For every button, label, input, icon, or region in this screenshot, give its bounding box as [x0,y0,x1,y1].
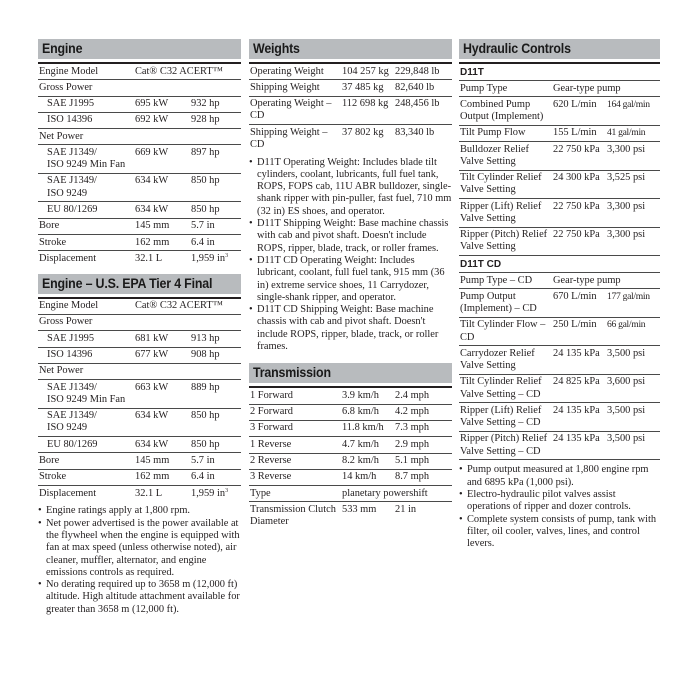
imperial-text: 1,959 in [191,487,226,499]
table-row [38,453,241,469]
row-imperial-value [395,98,452,122]
engine-tier4-table [38,297,241,502]
row-metric-value: 4.7 km/h [342,438,379,450]
row-label: Stroke [39,236,67,248]
imperial-text: 83,340 lb [395,126,435,138]
row-metric-value: 22 750 kPa [553,200,600,212]
row-imperial-value [191,114,241,126]
row-label [38,382,135,406]
imperial-text: 3,300 psi [607,229,646,241]
table-row [459,318,660,347]
table-row [38,331,241,347]
row-label: EU 80/1269 [47,438,98,450]
imperial-text: 4.2 mph [395,406,430,418]
table-row [38,299,241,315]
imperial-text: 6.4 in [191,236,215,248]
hydraulic-notes [459,464,660,550]
row-label: 3 Reverse [250,471,292,483]
imperial-text: 3,600 psi [607,376,646,388]
row-value: Cat® C32 ACERT™ [135,65,223,77]
row-imperial-value [191,382,241,406]
row-imperial-value [607,319,660,343]
imperial-text: 229,848 lb [395,65,440,77]
row-label-line: Valve Setting [460,212,516,224]
table-row [38,364,241,380]
row-label: SAE J1995 [47,98,95,110]
row-label-line: ISO 9249 Min Fan [47,159,126,171]
row-label: Pump Type [460,82,508,94]
row-metric-value: 155 L/min [553,127,597,139]
row-metric-value: 620 L/min [553,98,597,110]
row-metric-value: 24 135 kPa [553,433,600,445]
row-label-line: Transmission Clutch [250,503,336,515]
table-row [459,97,660,126]
row-imperial-value [607,376,660,400]
row-metric-value: 22 750 kPa [553,229,600,241]
imperial-text: 41 gal/min [607,127,646,139]
table-row [38,113,241,129]
row-metric-value: 692 kW [135,114,169,126]
row-imperial-value [395,471,452,483]
table-row [38,437,241,453]
row-imperial-value [191,253,241,265]
table-row [38,174,241,203]
row-label-line: SAE J1349/ [47,410,97,422]
row-imperial-value [395,66,452,78]
row-label: Net Power [39,365,84,377]
row-metric-value: 6.8 km/h [342,406,379,418]
row-label [38,175,135,199]
imperial-text: 2.9 mph [395,438,430,450]
imperial-text: 913 hp [191,332,220,344]
weights-notes [249,157,452,354]
table-row [249,80,452,96]
table-row [38,348,241,364]
row-label-line: CD [250,110,265,122]
row-imperial-value [607,291,660,315]
row-metric-value: 11.8 km/h [342,422,384,434]
row-imperial-value [191,410,241,434]
row-label: 2 Reverse [250,455,292,467]
row-metric-value: 32.1 L [135,252,163,264]
note-item: • D11T CD Operating Weight: Includes lubricant, coolant, full fuel tank, 915 mm (36 in) extreme service shoes, 11 Carrydozer, single-shank ripper, and operator. [249,255,452,304]
imperial-text: 2.4 mph [395,389,430,401]
subheader-d11t: D11T [459,64,660,81]
section-title: Engine – U.S. EPA Tier 4 Final [42,275,213,291]
row-label: 1 Reverse [250,438,292,450]
row-imperial-value [191,204,241,216]
row-imperial-value [191,175,241,199]
imperial-text: 8.7 mph [395,471,430,483]
section-header-weights [249,39,452,59]
row-label-line: Ripper (Lift) Relief [460,200,542,212]
row-label: Engine Model [39,65,99,77]
row-imperial-value [191,455,241,467]
row-label [459,376,553,400]
row-label-line: Valve Setting – CD [460,417,541,429]
row-metric-value: 24 300 kPa [553,172,600,184]
section-header-engine [38,39,241,59]
row-metric-value: 533 mm [342,503,377,515]
row-label: ISO 14396 [47,349,93,361]
row-metric-value: 3.9 km/h [342,389,379,401]
subheader-d11t-cd: D11T CD [459,256,660,273]
row-imperial-value [607,99,660,123]
table-row [459,403,660,432]
column-weights [249,39,452,530]
row-label [38,147,135,171]
row-label-line: ISO 9249 [47,422,88,434]
table-row [459,126,660,142]
table-row [38,486,241,501]
row-imperial-value [607,172,660,196]
imperial-text: 3,500 psi [607,347,646,359]
row-imperial-value [191,333,241,345]
imperial-text: 82,640 lb [395,81,435,93]
row-metric-value: 634 kW [135,203,169,215]
table-row [459,171,660,200]
imperial-text: 850 hp [191,175,220,187]
section-title: Weights [253,41,300,56]
imperial-text: 5.7 in [191,454,215,466]
row-label [459,319,553,343]
row-label-line: ISO 9249 Min Fan [47,393,126,405]
table-row [38,235,241,251]
row-metric-value: 145 mm [135,454,170,466]
table-row [249,97,452,126]
row-metric-value: 250 L/min [553,319,597,331]
note-item: • Net power advertised is the power available at the flywheel when the engine is equipped with fan at max speed (unless otherwise noted), air cleaner, muffler, alternator, and engine emissions controls as required. [38,518,241,579]
row-value: planetary powershift [342,487,428,499]
row-label [459,433,553,457]
row-label: 2 Forward [250,406,293,418]
row-label-line: SAE J1349/ [47,146,97,158]
note-item: • D11T Shipping Weight: Base machine chassis with cab and pivot shaft. Doesn't include ROPS, ripper, blade, track, or roller frames. [249,218,452,255]
row-imperial-value [607,201,660,225]
row-label-line: ISO 9249 [47,187,88,199]
imperial-text: 908 hp [191,349,220,361]
imperial-text: 164 gal/min [607,98,650,110]
table-row [38,219,241,235]
table-row [249,502,452,530]
row-label-line: Carrydozer Relief [460,347,535,359]
row-label-line: CD [460,331,475,343]
table-row [38,129,241,145]
note-item: • Pump output measured at 1,800 engine rpm and 6895 kPa (1,000 psi). [459,464,660,489]
engine-table [38,62,241,267]
note-item: • D11T CD Shipping Weight: Base machine chassis with cab and pivot shaft. Doesn't include ROPS, ripper, blade, track, or roller frames. [249,304,452,353]
row-metric-value: 145 mm [135,220,170,232]
row-label-line: Pump Output [460,290,516,302]
row-label [38,410,135,434]
row-label-line: Combined Pump [460,98,531,110]
imperial-text: 5.1 mph [395,455,430,467]
row-label-line: Output (Implement) [460,111,544,122]
imperial-text: 850 hp [191,410,220,422]
section-header-hydraulic [459,39,660,59]
row-label [459,172,553,196]
hydraulic-d11tcd-rows [459,273,660,460]
imperial-text: 21 in [395,503,417,515]
row-label: Engine Model [39,300,99,312]
row-metric-value: 162 mm [135,471,170,483]
imperial-text: 177 gal/min [607,290,650,302]
table-row [38,145,241,174]
row-imperial-value [607,405,660,429]
row-metric-value: 663 kW [135,381,169,393]
imperial-text: 850 hp [191,203,220,215]
row-label-line: Ripper (Lift) Relief [460,404,542,416]
table-row [249,454,452,470]
table-row [459,142,660,171]
transmission-table [249,386,452,530]
note-item: • Complete system consists of pump, tank with filter, oil cooler, valves, lines, and control levers. [459,514,660,551]
row-label [459,291,553,315]
row-label [459,405,553,429]
row-label: Operating Weight [250,65,324,77]
imperial-text: 6.4 in [191,471,215,483]
row-imperial-value [395,82,452,94]
row-metric-value: 670 L/min [553,290,597,302]
table-row [38,380,241,409]
row-imperial-value [607,229,660,253]
table-row [249,437,452,453]
row-imperial-value [395,422,452,434]
row-imperial-value [395,439,452,451]
row-label-line: Valve Setting [460,155,516,167]
row-metric-value: 162 mm [135,236,170,248]
row-imperial-value [191,439,241,451]
row-metric-value: 681 kW [135,332,169,344]
table-row [38,409,241,438]
row-label: Bore [39,220,60,232]
row-value: Gear-type pump [553,274,621,286]
table-row [249,125,452,153]
imperial-text: 897 hp [191,146,220,158]
row-imperial-value [191,220,241,232]
row-label-line: Bulldozer Relief [460,143,529,155]
row-imperial-value [607,433,660,457]
imperial-text: 3,525 psi [607,172,646,184]
imperial-text: 3,300 psi [607,200,646,212]
row-imperial-value [191,471,241,483]
row-label: Tilt Pump Flow [460,127,526,139]
row-label-line: Shipping Weight – [250,126,328,138]
section-header-transmission [249,363,452,383]
row-label: Gross Power [39,81,93,93]
row-metric-value: 32.1 L [135,487,163,499]
row-metric-value: 634 kW [135,438,169,450]
row-label-line: SAE J1349/ [47,381,97,393]
imperial-text: 928 hp [191,114,220,126]
row-label-line: Tilt Cylinder Relief [460,172,542,184]
table-row [38,251,241,266]
row-label-line: Ripper (Pitch) Relief [460,433,548,445]
row-label [249,127,342,151]
engine-notes [38,505,241,616]
table-row [459,346,660,375]
row-imperial-value [191,349,241,361]
row-imperial-value [607,127,660,139]
row-label-line: Valve Setting – CD [460,445,541,457]
section-header-engine-tier4 [38,274,241,294]
row-label: Stroke [39,471,67,483]
row-imperial-value [395,390,452,402]
table-row [459,289,660,318]
row-label: Shipping Weight [250,81,320,93]
table-row [38,80,241,96]
imperial-text: 1,959 in [191,252,226,264]
row-label-line: (Implement) – CD [460,303,537,315]
row-metric-value: 104 257 kg [342,65,389,77]
row-label [459,201,553,225]
row-label-line: Tilt Cylinder Relief [460,376,542,388]
table-row [249,388,452,404]
row-label: Type [250,487,271,499]
table-row [459,228,660,257]
row-label: Net Power [39,130,84,142]
imperial-text: 5.7 in [191,220,215,232]
row-imperial-value [191,488,241,500]
section-title: Engine [42,41,83,56]
row-label: ISO 14396 [47,114,93,126]
row-metric-value: 24 135 kPa [553,404,600,416]
imperial-text: 3,300 psi [607,143,646,155]
row-label: Displacement [39,487,97,499]
note-item: • No derating required up to 3658 m (12,000 ft) altitude. High altitude attachment available for greater than 3658 m (12,000 ft). [38,579,241,616]
imperial-text: 66 gal/min [607,319,646,331]
table-row [38,315,241,331]
row-label-line: SAE J1349/ [47,175,97,187]
row-label-line: CD [250,138,265,150]
imperial-text: 248,456 lb [395,98,440,110]
row-label: Bore [39,454,60,466]
row-imperial-value [607,348,660,372]
row-value: Cat® C32 ACERT™ [135,300,223,312]
row-label-line: Valve Setting [460,360,516,372]
row-label [249,504,342,528]
row-label: 1 Forward [250,389,293,401]
row-metric-value: 634 kW [135,175,169,187]
table-row [459,375,660,404]
row-metric-value: 112 698 kg [342,98,389,110]
imperial-text: 3,500 psi [607,404,646,416]
row-label [459,229,553,253]
table-row [459,432,660,461]
hydraulic-d11t-rows [459,81,660,256]
row-metric-value: 634 kW [135,410,169,422]
row-label: 3 Forward [250,422,293,434]
row-metric-value: 22 750 kPa [553,143,600,155]
hydraulic-table [459,62,660,460]
row-label: SAE J1995 [47,332,95,344]
row-label: Displacement [39,252,97,264]
row-imperial-value [395,127,452,151]
row-imperial-value [191,98,241,110]
row-label-line: Operating Weight – [250,98,332,110]
imperial-text: 889 hp [191,381,220,393]
row-imperial-value [191,237,241,249]
row-label [459,144,553,168]
row-metric-value: 8.2 km/h [342,455,379,467]
row-metric-value: 14 km/h [342,471,377,483]
row-value: Gear-type pump [553,82,621,94]
superscript: 3 [225,252,229,259]
row-label [459,99,553,123]
table-row [38,202,241,218]
row-label-line: Valve Setting [460,241,516,253]
row-label-line: Valve Setting [460,184,516,196]
row-metric-value: 695 kW [135,98,169,110]
column-hydraulic [459,39,660,550]
row-imperial-value [395,455,452,467]
imperial-text: 3,500 psi [607,433,646,445]
row-metric-value: 669 kW [135,146,169,158]
row-label: Gross Power [39,316,93,328]
row-metric-value: 677 kW [135,349,169,361]
row-label [459,348,553,372]
section-title: Transmission [253,365,331,381]
table-row [38,64,241,80]
row-imperial-value [395,406,452,418]
table-row [249,405,452,421]
row-label-line: Tilt Cylinder Flow – [460,319,546,331]
row-metric-value: 37 802 kg [342,126,384,138]
row-label-line: Ripper (Pitch) Relief [460,229,548,241]
row-label: EU 80/1269 [47,203,98,215]
row-label [249,98,342,122]
row-label: Pump Type – CD [460,274,533,286]
table-row [249,486,452,502]
weights-table [249,62,452,153]
imperial-text: 850 hp [191,438,220,450]
imperial-text: 932 hp [191,98,220,110]
row-imperial-value [607,144,660,168]
column-engine [38,39,241,616]
row-metric-value: 37 485 kg [342,81,384,93]
table-row [249,421,452,437]
table-row [38,97,241,113]
table-row [38,470,241,486]
row-metric-value: 24 825 kPa [553,376,600,388]
row-metric-value: 24 135 kPa [553,347,600,359]
table-row [249,470,452,486]
table-row [459,199,660,228]
row-imperial-value [395,504,452,528]
superscript: 3 [225,487,229,494]
imperial-text: 7.3 mph [395,422,430,434]
row-imperial-value [191,147,241,171]
note-item: • Electro-hydraulic pilot valves assist operations of ripper and dozer controls. [459,489,660,514]
row-label-line: Diameter [250,516,289,528]
note-item: • Engine ratings apply at 1,800 rpm. [38,505,241,517]
section-title: Hydraulic Controls [463,41,571,56]
note-item: • D11T Operating Weight: Includes blade tilt cylinders, coolant, lubricants, full fuel tank, ROPS, FOPS cab, 11U ABR bulldozer, single-shank ripper with pin-puller, fast fuel, 710 mm (32 in) ES shoes, and operator. [249,157,452,218]
table-row [249,64,452,80]
table-row [459,273,660,289]
table-row [459,81,660,97]
row-label-line: Valve Setting – CD [460,388,541,400]
